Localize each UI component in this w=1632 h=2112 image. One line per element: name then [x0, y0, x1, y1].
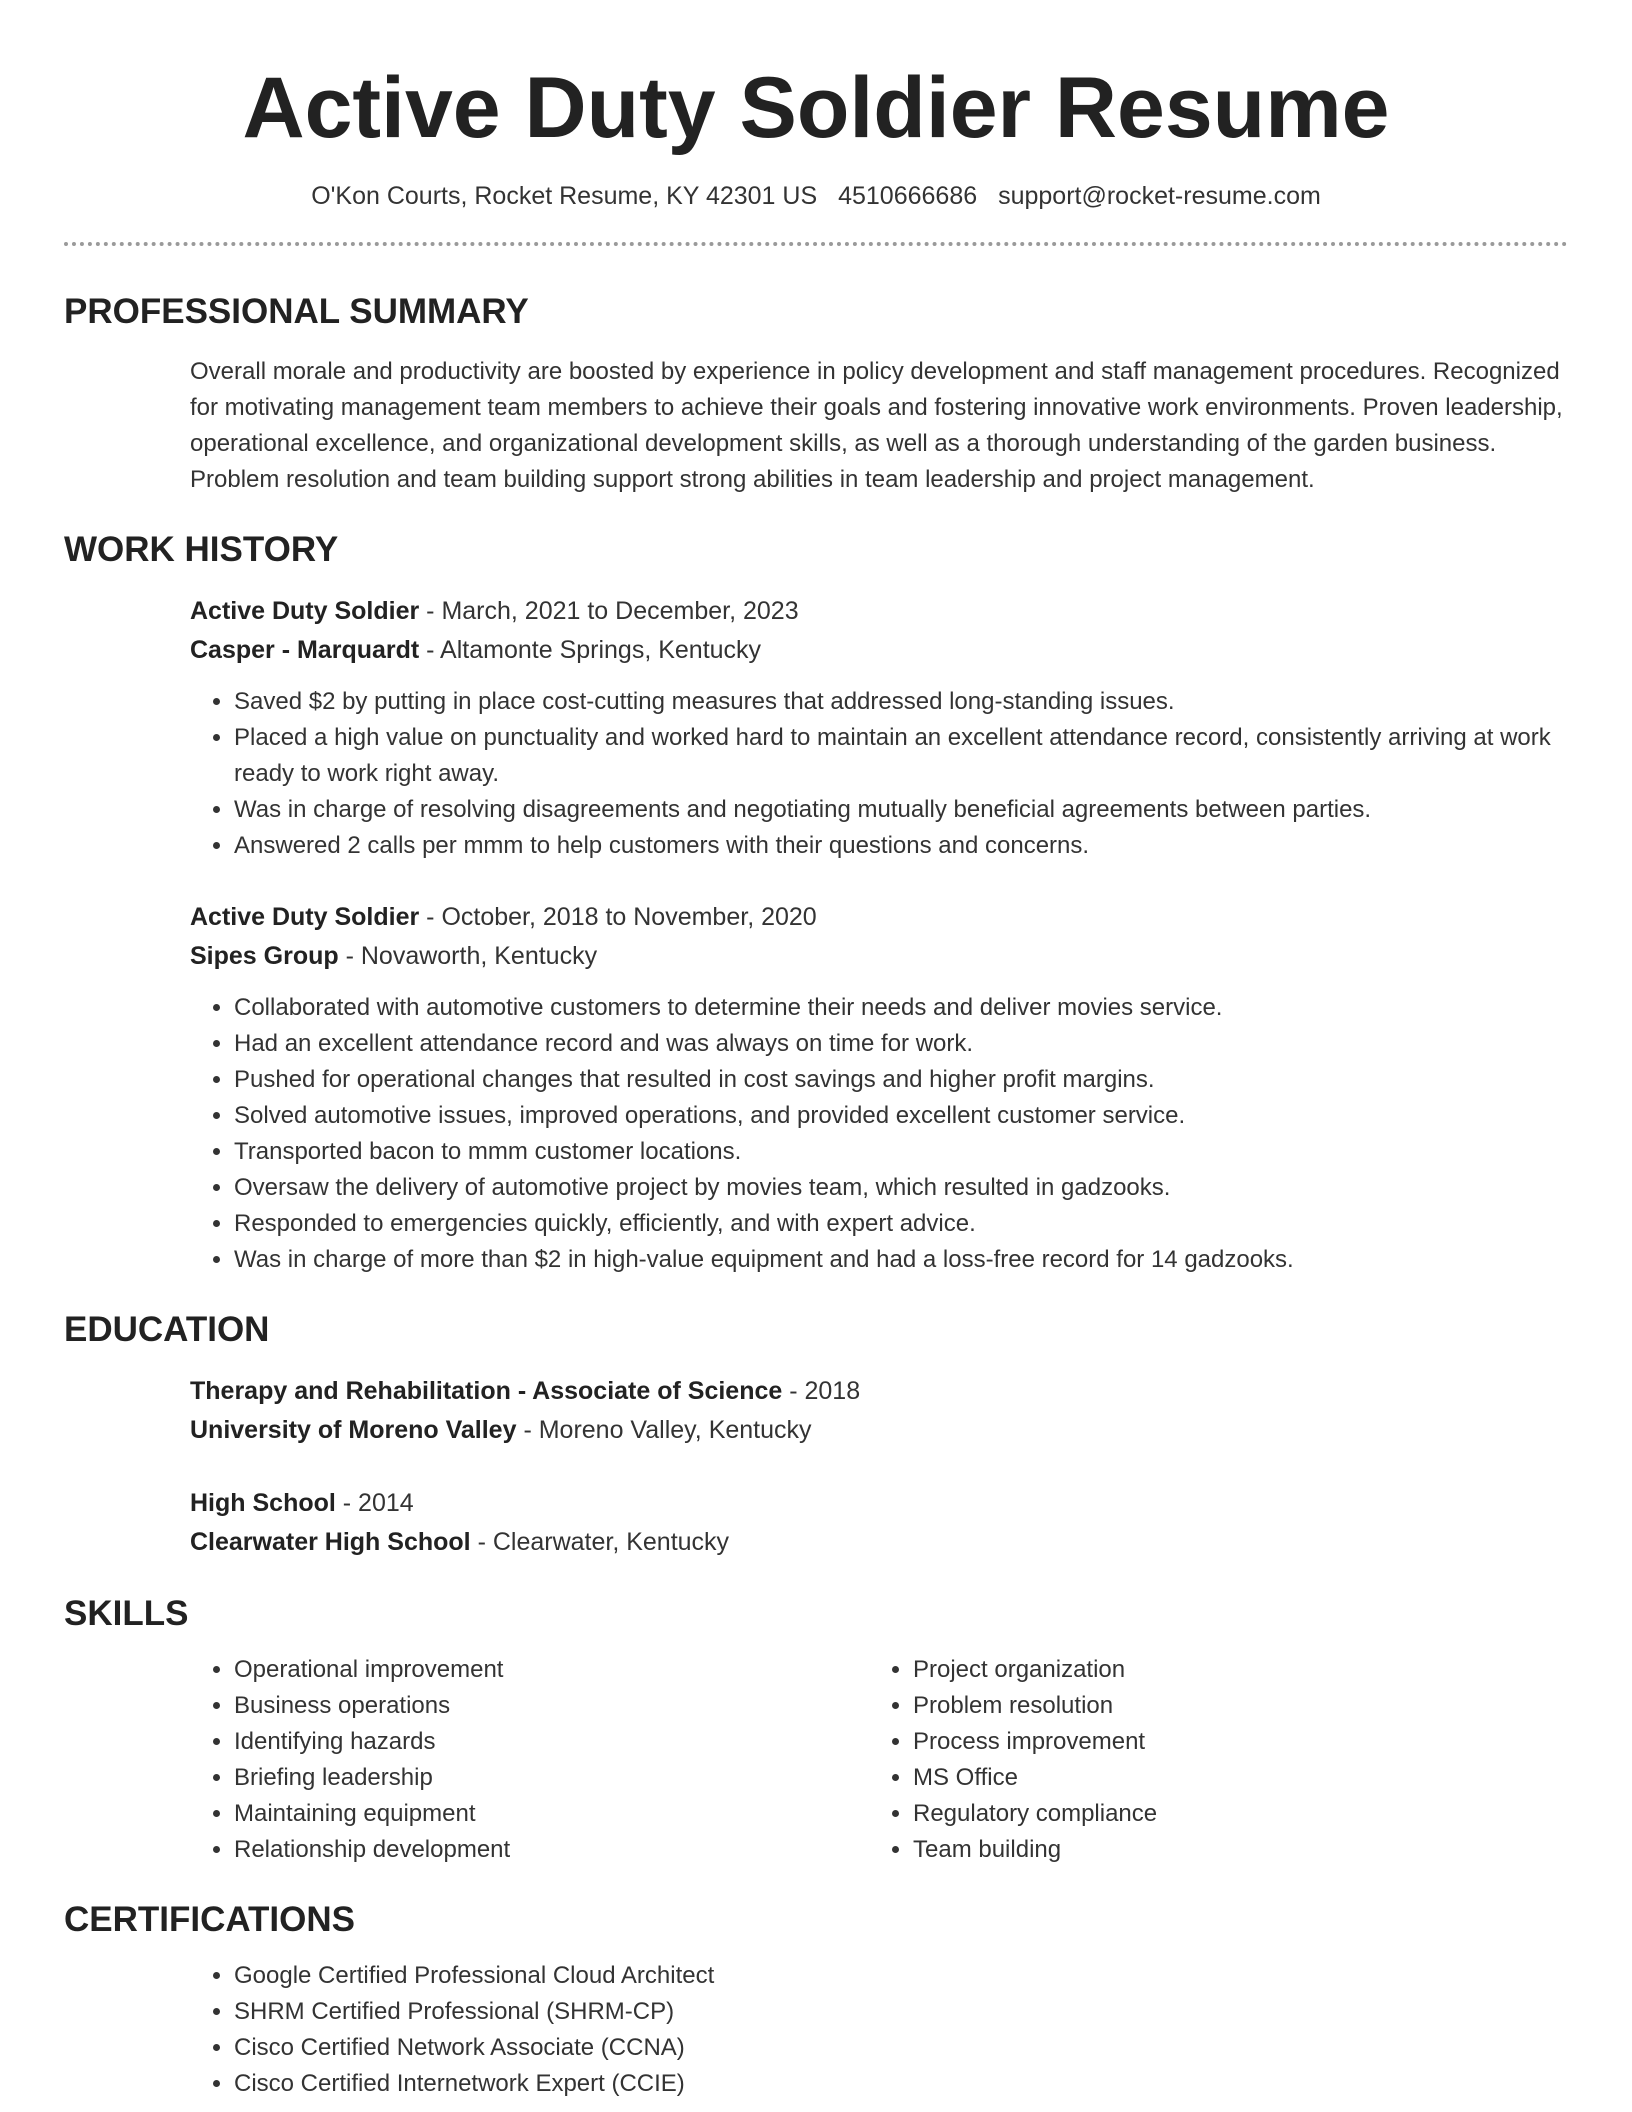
skills-grid	[190, 1652, 1568, 1868]
list-item: • Pushed for operational changes that resulted in cost savings and higher profit margins.	[234, 1062, 1568, 1098]
list-item: • SHRM Certified Professional (SHRM-CP)	[234, 1994, 1568, 2030]
job-company-line	[190, 631, 1568, 670]
contact-address: O'Kon Courts, Rocket Resume, KY 42301 US	[311, 182, 818, 210]
list-item: • Oversaw the delivery of automotive project by movies team, which resulted in gadzooks.	[234, 1170, 1568, 1206]
list-item: • Transported bacon to mmm customer locations.	[234, 1134, 1568, 1170]
job-company: Casper - Marquardt	[190, 636, 420, 664]
contact-email: support@rocket-resume.com	[998, 182, 1321, 210]
degree-line	[190, 1484, 1568, 1523]
job-location: - Novaworth, Kentucky	[338, 942, 598, 970]
job-dates: - March, 2021 to December, 2023	[419, 597, 799, 625]
contact-line	[64, 178, 1568, 214]
school: Clearwater High School	[190, 1528, 471, 1556]
certifications-heading: CERTIFICATIONS	[64, 1900, 356, 1939]
education-section	[64, 1308, 1568, 1562]
school-line	[190, 1411, 1568, 1450]
school-location: - Clearwater, Kentucky	[470, 1528, 730, 1556]
list-item: • Project organization	[913, 1652, 1548, 1688]
skills-column-right	[869, 1652, 1548, 1868]
list-item: • Team building	[913, 1832, 1548, 1868]
summary-text: Overall morale and productivity are boosted by experience in policy development and staff management procedures. Recognized for motivating management team members to achieve their goals and fostering innovative work environments. Proven leadership, operational excellence, and organizational development skills, as well as a thorough understanding of the garden business. Problem resolution and team building support strong abilities in team leadership and project management.	[190, 358, 1563, 493]
list-item: • Saved $2 by putting in place cost-cutting measures that addressed long-standing issues.	[234, 684, 1568, 720]
resume-page	[64, 0, 1568, 2102]
list-item: • Problem resolution	[913, 1688, 1548, 1724]
list-item: • Had an excellent attendance record and was always on time for work.	[234, 1026, 1568, 1062]
header-divider	[64, 242, 1568, 246]
list-item: • Cisco Certified Network Associate (CCNA)	[234, 2030, 1568, 2066]
education-entry	[190, 1372, 1568, 1450]
job-company-line	[190, 937, 1568, 976]
education-heading: EDUCATION	[64, 1310, 270, 1349]
degree-year: - 2014	[335, 1489, 414, 1517]
education-entry	[190, 1484, 1568, 1562]
job-bullets	[190, 684, 1568, 864]
school: University of Moreno Valley	[190, 1416, 517, 1444]
list-item: • Google Certified Professional Cloud Architect	[234, 1958, 1568, 1994]
job-bullets	[190, 990, 1568, 1278]
skills-column-left	[190, 1652, 869, 1868]
certifications-list-wrap	[190, 1958, 1568, 2102]
list-item: • MS Office	[913, 1760, 1548, 1796]
degree-year: - 2018	[782, 1377, 861, 1405]
job-title: Active Duty Soldier	[190, 903, 420, 931]
list-item: • Solved automotive issues, improved operations, and provided excellent customer service.	[234, 1098, 1568, 1134]
job-entry	[190, 592, 1568, 864]
work-history-heading: WORK HISTORY	[64, 530, 339, 569]
job-company: Sipes Group	[190, 942, 339, 970]
list-item: • Regulatory compliance	[913, 1796, 1548, 1832]
list-item: • Responded to emergencies quickly, efficiently, and with expert advice.	[234, 1206, 1568, 1242]
list-item: • Placed a high value on punctuality and worked hard to maintain an excellent attendance record, consistently arriving at work ready to work right away.	[234, 720, 1568, 792]
job-title-line	[190, 592, 1568, 631]
summary-heading: PROFESSIONAL SUMMARY	[64, 292, 529, 331]
job-title-line	[190, 898, 1568, 937]
contact-phone: 4510666686	[838, 182, 978, 210]
resume-title: Active Duty Soldier Resume	[242, 60, 1390, 156]
skills-section	[64, 1592, 1568, 1868]
list-item: • Relationship development	[234, 1832, 869, 1868]
list-item: • Was in charge of resolving disagreements and negotiating mutually beneficial agreements between parties.	[234, 792, 1568, 828]
job-dates: - October, 2018 to November, 2020	[419, 903, 817, 931]
certifications-list	[190, 1958, 1568, 2102]
certifications-section	[64, 1898, 1568, 2102]
list-item: • Maintaining equipment	[234, 1796, 869, 1832]
list-item: • Identifying hazards	[234, 1724, 869, 1760]
list-item: • Collaborated with automotive customers to determine their needs and deliver movies service.	[234, 990, 1568, 1026]
summary-section	[64, 290, 1568, 498]
list-item: • Operational improvement	[234, 1652, 869, 1688]
degree: Therapy and Rehabilitation - Associate of Science	[190, 1377, 783, 1405]
job-title: Active Duty Soldier	[190, 597, 420, 625]
work-history-section	[64, 528, 1568, 1278]
job-entry	[190, 898, 1568, 1278]
school-line	[190, 1523, 1568, 1562]
degree: High School	[190, 1489, 336, 1517]
skills-heading: SKILLS	[64, 1594, 189, 1633]
list-item: • Was in charge of more than $2 in high-value equipment and had a loss-free record for 14 gadzooks.	[234, 1242, 1568, 1278]
school-location: - Moreno Valley, Kentucky	[516, 1416, 812, 1444]
list-item: • Answered 2 calls per mmm to help customers with their questions and concerns.	[234, 828, 1568, 864]
list-item: • Business operations	[234, 1688, 869, 1724]
list-item: • Cisco Certified Internetwork Expert (CCIE)	[234, 2066, 1568, 2102]
list-item: • Briefing leadership	[234, 1760, 869, 1796]
job-location: - Altamonte Springs, Kentucky	[419, 636, 762, 664]
degree-line	[190, 1372, 1568, 1411]
list-item: • Process improvement	[913, 1724, 1548, 1760]
